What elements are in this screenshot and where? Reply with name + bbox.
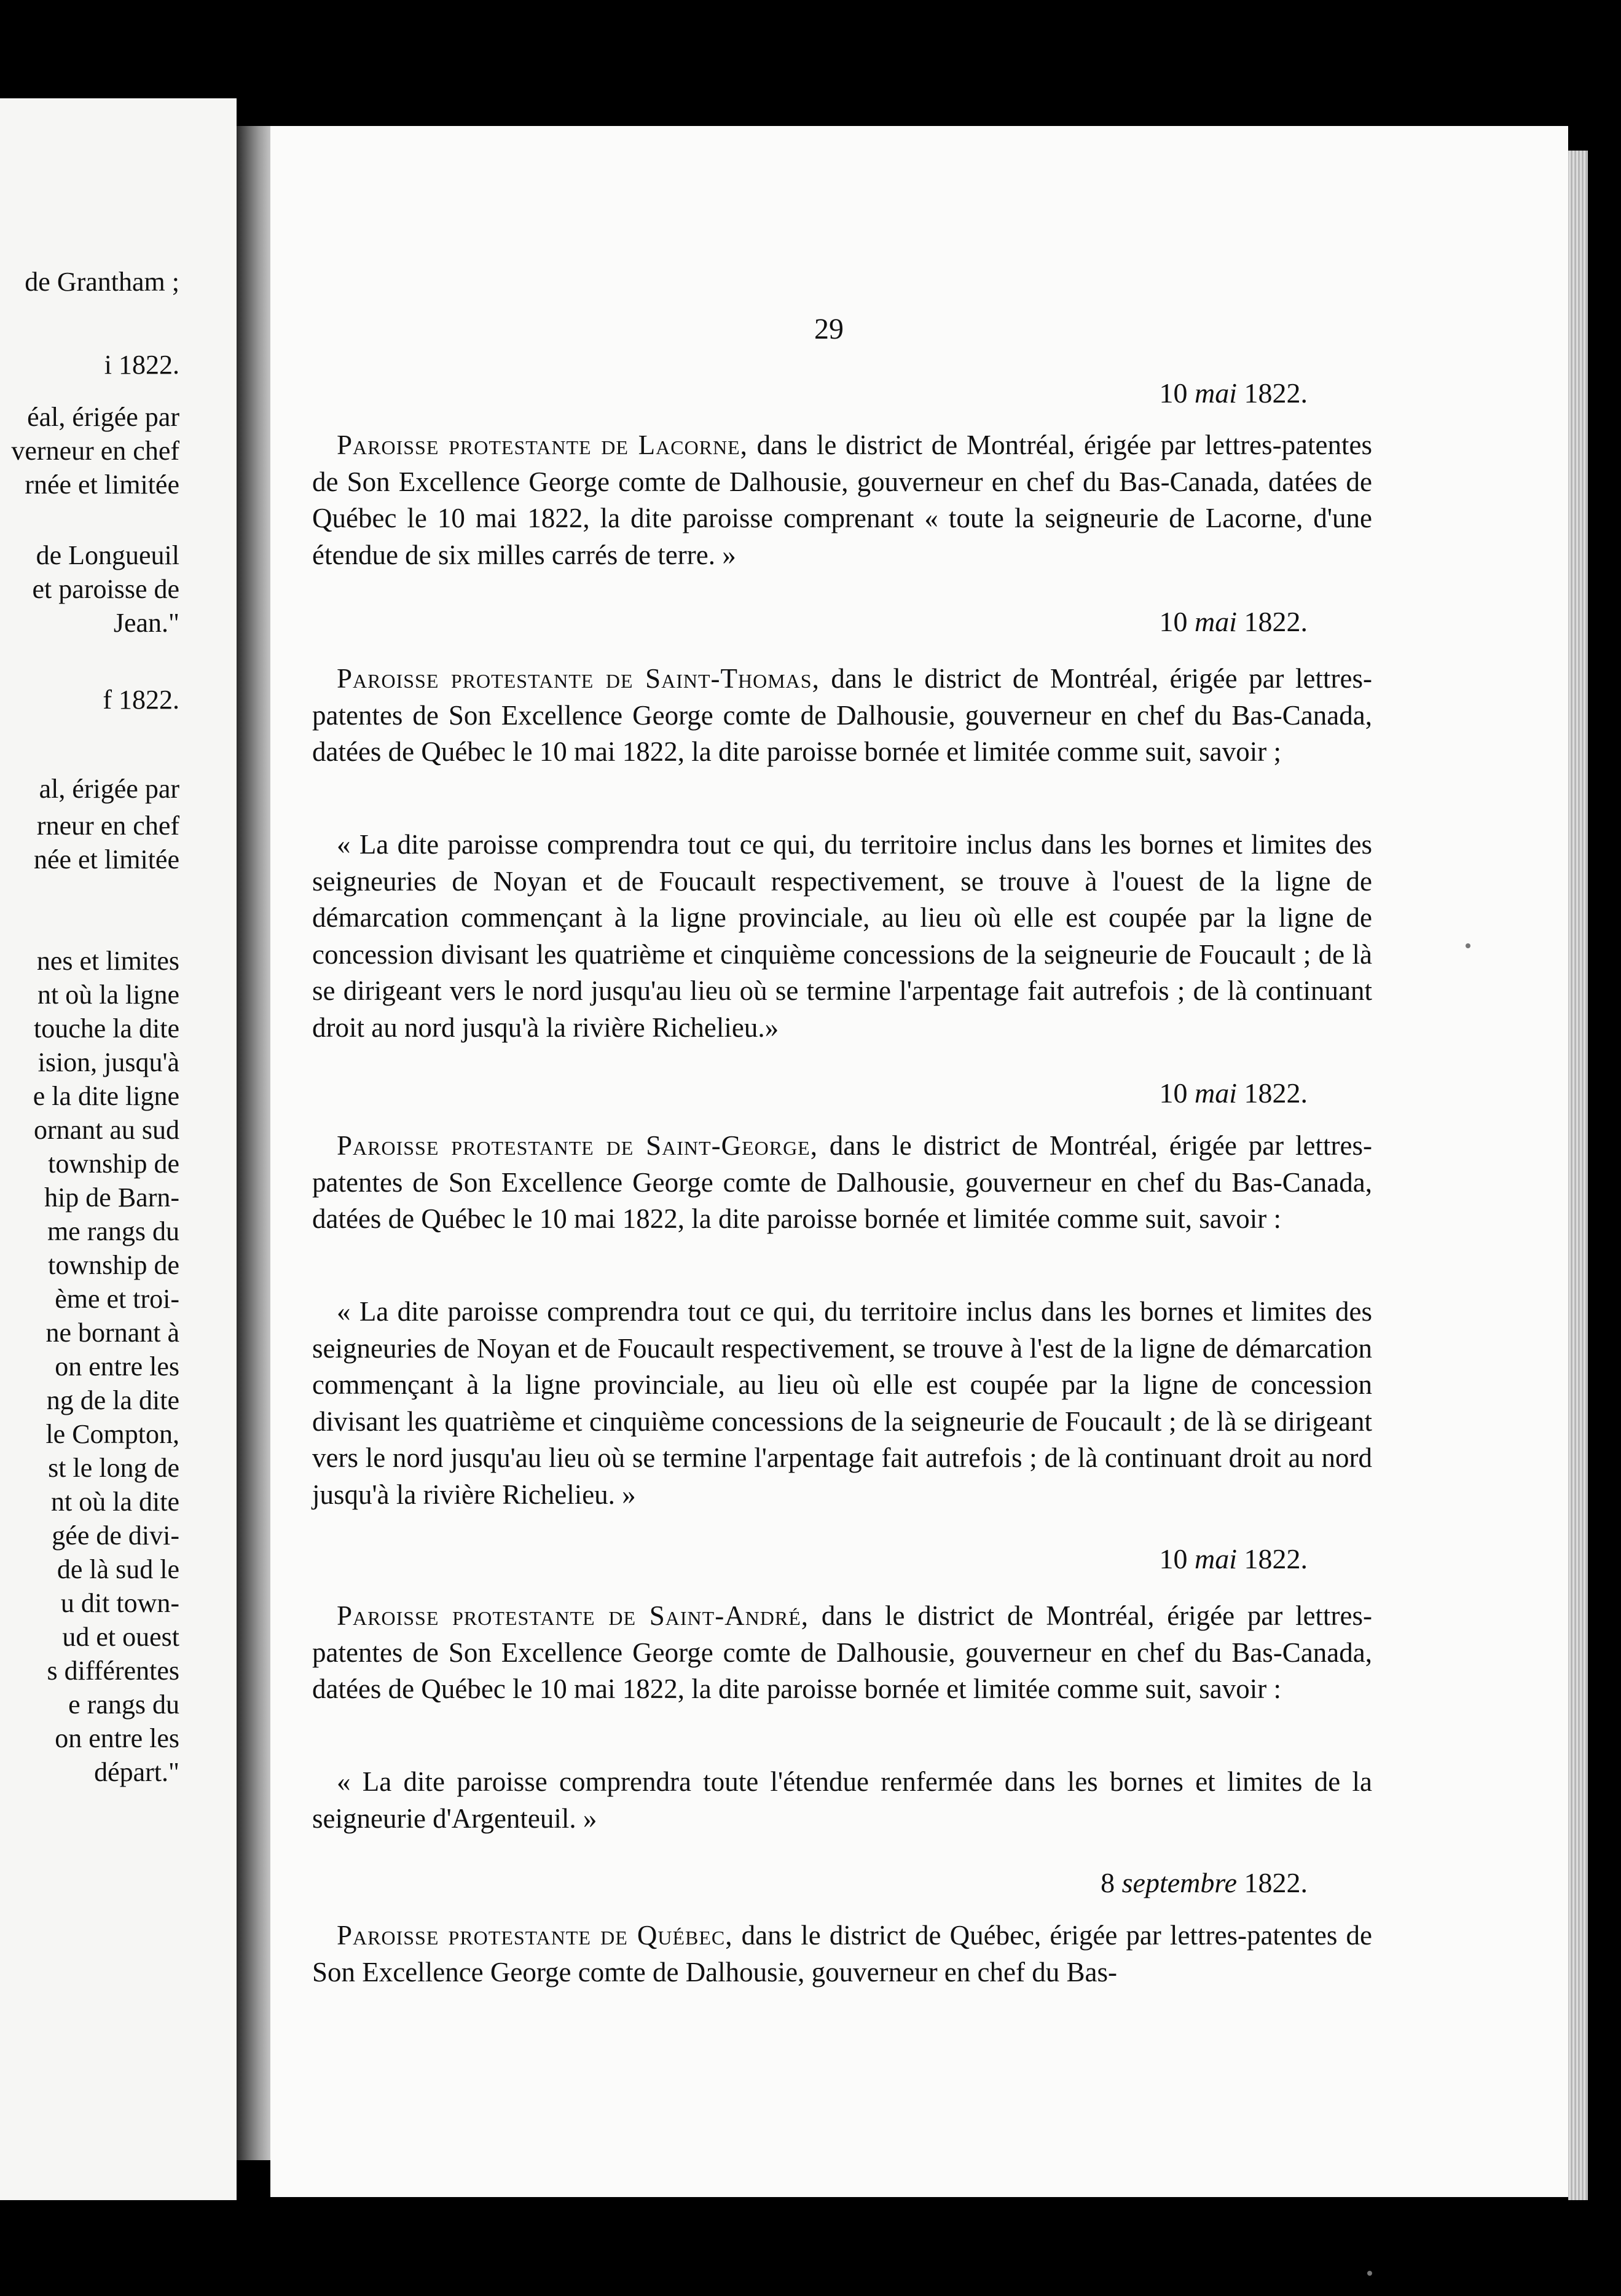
entry-quebec [312,1917,1372,1991]
entry-paragraph [312,1917,1372,1991]
page-edge [1568,151,1588,2200]
entry-text: dans le district de Montréal, érigée par lettres-patentes de Son Excellence George comte de Dalhousie, gouverneur en chef du Bas-Canada, datées de Québec le 10 mai 1822, la dite paroisse bornée et limitée comme suit, savoir : [312,1130,1372,1234]
date-month: septembre [1121,1867,1237,1898]
left-page-line: on entre les [55,1351,179,1382]
date-day: 10 [1159,377,1188,409]
entry-title: Paroisse protestante de Lacorne, [337,430,748,460]
left-page-line: hip de Barn- [44,1182,179,1213]
date-day: 8 [1101,1867,1115,1898]
left-page-line: éal, érigée par [27,402,179,432]
date-day: 10 [1159,1077,1188,1109]
date-day: 10 [1159,1543,1188,1575]
left-page-line: nt où la dite [51,1487,179,1517]
entry-paragraph [312,427,1372,573]
left-page-line: al, érigée par [39,774,179,804]
book-gutter [237,126,273,2160]
left-page-line: le Compton, [45,1419,179,1449]
left-page-line: rnée et limitée [25,470,179,500]
left-facing-page [0,98,237,2200]
entry-date [1160,1543,1308,1575]
entry-date [1101,1866,1308,1899]
left-page-line: de Longueuil [36,540,179,570]
entry-lacorne [312,427,1372,573]
date-month: mai [1195,377,1237,409]
left-page-line: u dit town- [60,1588,179,1618]
left-page-line: me rangs du [47,1216,179,1246]
date-day: 10 [1159,606,1188,637]
entry-date [1160,1077,1308,1109]
date-year: 1822. [1244,606,1308,637]
entry-text: dans le district de Montréal, érigée par lettres-patentes de Son Excellence George comte de Dalhousie, gouverneur en chef du Bas-Canada, datées de Québec le 10 mai 1822, la dite paroisse bornée et limitée comme suit, savoir : [312,1600,1373,1704]
entry-title: Paroisse protestante de Saint-André, [337,1600,809,1631]
left-page-line: nt où la ligne [37,980,179,1010]
left-page-line: township de [48,1149,179,1179]
left-page-line: ud et ouest [62,1622,179,1652]
entry-saint-thomas [312,661,1372,771]
left-page-line: f 1822. [103,685,179,715]
date-month: mai [1195,1077,1237,1109]
scan-speck [1466,943,1470,948]
left-page-line: s différentes [47,1656,179,1686]
entry-saint-george [312,1128,1372,1238]
date-month: mai [1195,1543,1237,1575]
left-page-line: ème et troi- [55,1284,179,1314]
date-year: 1822. [1244,1077,1308,1109]
left-page-line: rneur en chef [36,811,179,841]
scan-speck [1367,2271,1372,2276]
entry-paragraph [312,661,1372,771]
left-page-line: ne bornant à [45,1318,179,1348]
left-page-line: i 1822. [104,350,179,380]
entry-date [1160,605,1308,638]
left-page-line: e la dite ligne [33,1081,179,1111]
entry-text: dans le district de Montréal, érigée par lettres-patentes de Son Excellence George comte de Dalhousie, gouverneur en chef du Bas-Canada, datées de Québec le 10 mai 1822, la dite paroisse comprenant « toute la seigneurie de Lacorne, d'une étendue de six milles carrés de terre. » [312,430,1373,570]
entry-quote: « La dite paroisse comprendra toute l'étendue renfermée dans les bornes et limites de la seigneurie d'Argenteuil. » [312,1766,1372,1834]
left-page-line: e rangs du [68,1689,179,1720]
left-page-line: verneur en chef [11,436,179,466]
entry-date [1160,377,1308,409]
left-page-line: township de [48,1250,179,1280]
left-page-line: et paroisse de [32,574,179,604]
page-number: 29 [814,313,844,345]
entry-text: dans le district de Québec, érigée par lettres-patentes de Son Excellence George comte de Dalhousie, gouverneur en chef du Bas- [312,1920,1373,1987]
date-month: mai [1195,606,1237,637]
left-page-line: ision, jusqu'à [37,1047,179,1077]
entry-paragraph [312,1128,1372,1238]
entry-title: Paroisse protestante de Québec, [337,1920,733,1951]
entry-quote: « La dite paroisse comprendra tout ce qui, du territoire inclus dans les bornes et limites des seigneuries de Noyan et de Foucault respectivement, se trouve à l'est de la ligne de démarcation commençant à la ligne provinciale, au lieu où elle est coupée par la ligne de concession divisant les quatrième et cinquième concessions de la seigneurie de Foucault ; de là se dirigeant vers le nord jusqu'au lieu où se termine l'arpentage fait autrefois ; de là continuant droit au nord jusqu'à la rivière Richelieu. » [312,1296,1372,1510]
left-page-line: de Grantham ; [25,267,179,297]
entry-title: Paroisse protestante de Saint-George, [337,1130,818,1161]
left-page-line: on entre les [55,1723,179,1753]
left-page-line: Jean." [113,608,179,638]
date-year: 1822. [1244,1543,1308,1575]
left-page-line: st le long de [48,1453,179,1483]
left-page-line: de là sud le [57,1554,179,1584]
entry-saint-andre [312,1598,1372,1708]
left-page-line: nes et limites [36,946,179,976]
entry-quote: « La dite paroisse comprendra tout ce qui, du territoire inclus dans les bornes et limites des seigneuries de Noyan et de Foucault respectivement, se trouve à l'ouest de la ligne de démarcation commençant à la ligne provinciale, au lieu où elle est coupée par la ligne de concession divisant les quatrième et cinquième concessions de la seigneurie de Foucault ; de là se dirigeant vers le nord jusqu'au lieu où se termine l'arpentage fait autrefois ; de là continuant droit au nord jusqu'à la rivière Richelieu.» [312,829,1372,1043]
entry-paragraph [312,1598,1372,1708]
left-page-line: ornant au sud [33,1115,179,1145]
left-page-line: touche la dite [33,1013,179,1044]
left-page-line: gée de divi- [52,1520,179,1551]
entry-title: Paroisse protestante de Saint-Thomas, [337,663,820,694]
entry-text: dans le district de Montréal, érigée par lettres-patentes de Son Excellence George comte de Dalhousie, gouverneur en chef du Bas-Canada, datées de Québec le 10 mai 1822, la dite paroisse bornée et limitée comme suit, savoir ; [312,663,1372,767]
left-page-line: départ." [94,1757,179,1787]
left-page-line: ng de la dite [46,1385,179,1415]
left-page-line: née et limitée [34,844,179,875]
date-year: 1822. [1244,377,1308,409]
date-year: 1822. [1244,1867,1308,1898]
